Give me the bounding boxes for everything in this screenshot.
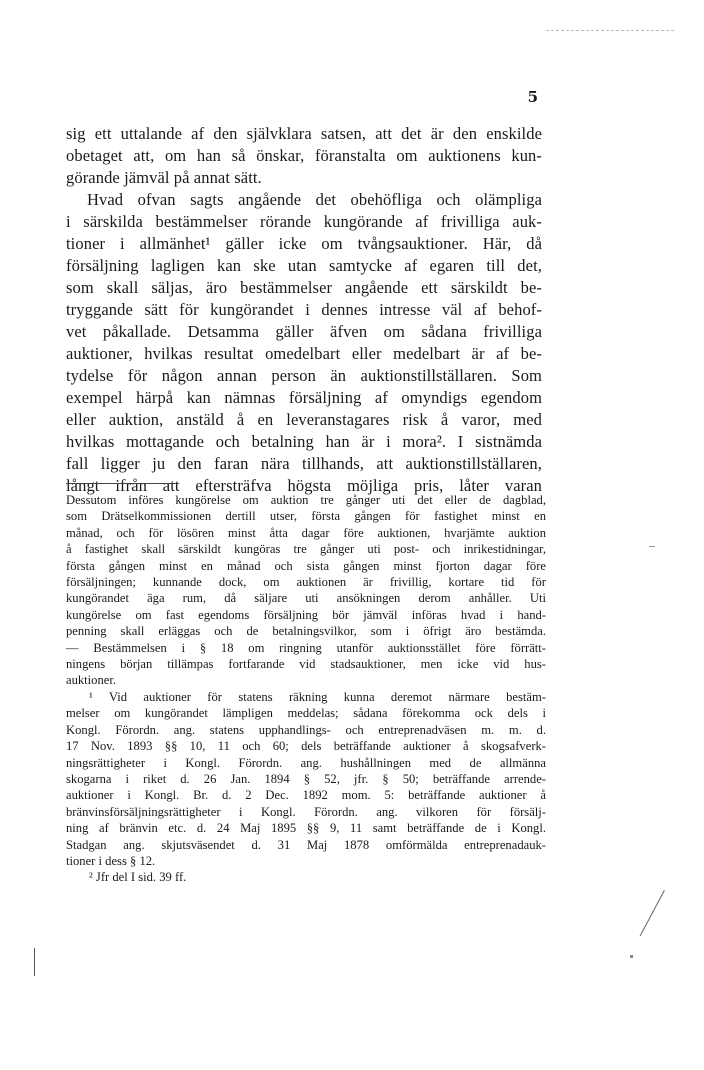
footnote-separator xyxy=(66,483,176,484)
page-number: 5 xyxy=(527,88,538,106)
body-line: försäljning lagligen kan ske utan samtycke af egaren till det, xyxy=(66,256,542,275)
body-line: vet påkallade. Detsamma gäller äfven om sådana frivilliga xyxy=(66,322,542,341)
footnote-line: tioner i dess § 12. xyxy=(66,853,156,868)
body-line: i särskilda bestämmelser rörande kungörande af frivilliga auk- xyxy=(66,212,542,231)
footnote-line: skogarna i riket d. 26 Jan. 1894 § 52, jfr. § 50; beträffande arrende- xyxy=(66,771,546,786)
body-line: sig ett uttalande af den självklara satsen, att det är den enskilde xyxy=(66,124,542,143)
margin-pencil-mark xyxy=(34,948,35,976)
body-line: som skall säljas, äro bestämmelser angående ett särskildt be- xyxy=(66,278,542,297)
margin-pencil-mark xyxy=(630,955,633,958)
margin-pencil-mark xyxy=(649,546,655,547)
body-line: exempel härpå kan nämnas försäljning af omyndigs egendom xyxy=(66,388,542,407)
body-line: görande jämväl på annat sätt. xyxy=(66,168,262,187)
footnote-line: ningsrättigheter i Kongl. Förordn. ang. hushållningen med de allmänna xyxy=(66,755,546,770)
footnotes xyxy=(66,492,546,886)
footnote-line: ningens början tillämpas fortfarande vid stadsauktioner, men icke vid hus- xyxy=(66,657,546,672)
footnote-line: ¹ Vid auktioner för statens räkning kunna deremot närmare bestäm- xyxy=(89,689,546,704)
footnote-line: Dessutom införes kungörelse om auktion tre gånger uti det eller de dagblad, xyxy=(66,493,546,507)
body-line: tydelse för någon annan person än auktionstillställaren. Som xyxy=(66,366,542,385)
footnote-line: som Drätselkommissionen dertill utser, första gången för fastighet minst en xyxy=(66,509,546,524)
footnote-2 xyxy=(66,869,546,885)
margin-pencil-mark xyxy=(640,890,665,936)
body-line: fall ligger ju den faran nära tillhands, att auktionstillställaren, xyxy=(66,454,542,473)
footnote-1 xyxy=(66,689,546,869)
body-line: hvilkas mottagande och betalning han är i mora². I sistnämda xyxy=(66,432,542,451)
footnote-line: auktioner. xyxy=(66,673,117,688)
body-line: obetaget att, om han så önskar, föranstalta om auktionens kun- xyxy=(66,146,542,165)
body-line: långt ifrån att eftersträfva högsta möjliga pris, låter varan xyxy=(66,476,542,495)
footnote-line: — Bestämmelsen i § 18 om ringning utanför auktionsstället före förrätt- xyxy=(66,640,546,655)
footnote-line: försäljningen; kunnande dock, om auktionen är frivillig, kortare tid för xyxy=(66,575,546,590)
body-line: tioner i allmänhet¹ gäller icke om tvångsauktioner. Här, då xyxy=(66,234,542,253)
top-edge-rule xyxy=(546,30,674,31)
body-line: Hvad ofvan sagts angående det obehöfliga och olämpliga xyxy=(87,190,542,209)
body-line: eller auktion, anstäld å en leveranstagares risk å varor, med xyxy=(66,410,542,429)
footnote-line: första gången minst en månad och sista gången minst fjorton dagar före xyxy=(66,558,546,573)
body-text xyxy=(66,123,542,497)
body-line: tryggande sätt för kungörandet i dennes intresse väl af behof- xyxy=(66,300,542,319)
footnote-line: månad, och för lösören minst åtta dagar före auktionen, hvarjämte auktion xyxy=(66,525,546,540)
footnote-continuation xyxy=(66,492,546,689)
footnote-line: ² Jfr del I sid. 39 ff. xyxy=(89,870,187,885)
footnote-line: ning af bränvin etc. d. 24 Maj 1895 §§ 9, 11 samt beträffande de i Kongl. xyxy=(66,821,546,836)
footnote-line: bränvinsförsäljningsrättigheter i Kongl. Förordn. ang. vilkoren för försälj- xyxy=(66,804,546,819)
footnote-line: kungörandet äga rum, då säljare uti ansökningen derom anhåller. Uti xyxy=(66,591,546,606)
footnote-line: auktioner i Kongl. Br. d. 2 Dec. 1892 mom. 5: beträffande auktioner å xyxy=(66,788,546,803)
footnote-line: å fastighet skall särskildt kungöras tre gånger uti post- och inrikestidningar, xyxy=(66,542,546,557)
footnote-line: melser om kungörandet lämpligen meddelas; sådana förekomma ock dels i xyxy=(66,706,546,721)
footnote-line: 17 Nov. 1893 §§ 10, 11 och 60; dels beträffande auktioner å skogsafverk- xyxy=(66,739,546,754)
body-line: auktioner, hvilkas resultat omedelbart eller medelbart är af be- xyxy=(66,344,542,363)
footnote-line: Kongl. Förordn. ang. statens upphandlings- och entreprenadväsen m. m. d. xyxy=(66,722,546,737)
footnote-line: penning skall erläggas och de betalningsvilkor, som i öfrigt äro bestämda. xyxy=(66,624,546,639)
footnote-line: Stadgan ang. skjutsväsendet d. 31 Maj 1878 omförmälda entreprenadauk- xyxy=(66,837,546,852)
footnote-line: kungörelse om fast egendoms försäljning bör jämväl införas hvad i hand- xyxy=(66,607,546,622)
